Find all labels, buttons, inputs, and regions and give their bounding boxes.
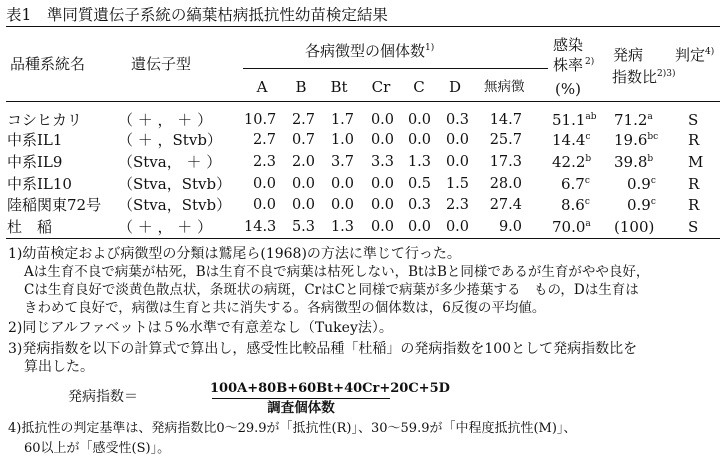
row-a: 2.3 [252, 154, 276, 170]
row-genotype: （ ＋ ， ＋ ） [118, 218, 213, 236]
row-index-sig: b [647, 154, 654, 164]
header-index-1: 発病 [613, 46, 644, 64]
row-variety: 中系IL9 [7, 153, 63, 171]
row-index-value: 0.9 [627, 175, 651, 193]
row-infection-value: 70.0 [552, 218, 586, 236]
row-infection-value: 8.6 [561, 196, 585, 214]
row-genotype: （Stva， ＋ ） [118, 153, 222, 171]
row-infection-value: 42.2 [552, 153, 586, 171]
row-infection [561, 175, 590, 193]
row-infection-value: 14.4 [552, 131, 586, 149]
row-index [627, 175, 656, 193]
header-judge [675, 46, 714, 64]
header-genotype: 遺伝子型 [131, 55, 192, 73]
row-healthy: 14.7 [489, 112, 522, 128]
row-a: 14.3 [244, 219, 277, 235]
row-d: 2.3 [445, 197, 469, 213]
row-cr: 3.3 [370, 154, 394, 170]
formula-fraction-bar [212, 398, 390, 399]
header-type-b: B [295, 78, 307, 96]
row-index-sig: a [647, 112, 653, 122]
row-healthy: 25.7 [489, 132, 522, 148]
row-bt: 0.0 [330, 197, 354, 213]
row-infection [552, 218, 591, 236]
row-genotype: （ ＋ ，Stvb） [118, 131, 222, 149]
row-b: 2.0 [291, 154, 315, 170]
row-c: 0.0 [407, 112, 431, 128]
row-cr: 0.0 [370, 197, 394, 213]
row-d: 0.3 [445, 112, 469, 128]
header-index-note: 2)3) [657, 69, 676, 79]
row-b: 5.3 [291, 219, 315, 235]
row-index-value: (100) [614, 218, 655, 236]
row-infection-sig: c [584, 197, 590, 207]
rule-bottom [6, 238, 720, 239]
row-judge: R [688, 131, 700, 149]
row-index [627, 196, 656, 214]
row-infection [552, 131, 590, 149]
header-infection-1: 感染 [553, 36, 584, 54]
row-judge: S [688, 218, 699, 236]
table-title: 表1 準同質遺伝子系統の縞葉枯病抵抗性幼苗検定結果 [6, 6, 388, 24]
row-index-sig: c [650, 197, 656, 207]
row-cr: 0.0 [370, 132, 394, 148]
header-infection-2-label: 株率 [553, 56, 584, 74]
row-variety: 陸稲関東72号 [7, 196, 102, 214]
rule-top [6, 26, 720, 27]
footnote-1-line-c: きわめて良好で，病徴は生育と共に消失する。各病徴型の個体数は，6反復の平均値。 [24, 300, 546, 316]
row-index-sig: c [650, 176, 656, 186]
row-infection-value: 6.7 [561, 175, 585, 193]
row-bt: 1.0 [330, 132, 354, 148]
row-index [614, 153, 653, 171]
footnote-3: 3)発病指数を以下の計算式で算出し，感受性比較品種「杜稲」の発病指数を100として発病指数比を [8, 341, 638, 357]
row-c: 1.3 [407, 154, 431, 170]
row-judge: R [688, 196, 700, 214]
footnote-3-line-a: 算出した。 [24, 359, 94, 375]
row-variety: 中系IL10 [7, 175, 72, 193]
header-type-c: C [413, 78, 425, 96]
header-counts-note: 1) [425, 43, 435, 53]
rule-header-sub [243, 68, 548, 69]
header-counts-group-label: 各病徴型の個体数 [305, 42, 426, 60]
row-b: 0.7 [291, 132, 315, 148]
row-infection-value: 51.1 [552, 111, 586, 129]
row-bt: 3.7 [330, 154, 354, 170]
footnote-1: 1)幼苗検定および病徴型の分類は鷲尾ら(1968)の方法に準じて行った。 [8, 246, 461, 262]
row-healthy: 17.3 [489, 154, 522, 170]
row-genotype: （Stva，Stvb） [118, 196, 232, 214]
row-c: 0.3 [407, 197, 431, 213]
row-cr: 0.0 [370, 176, 394, 192]
row-healthy: 9.0 [498, 219, 522, 235]
row-variety: コシヒカリ [7, 111, 83, 129]
row-index [614, 218, 654, 236]
header-index-2-label: 指数比 [612, 68, 658, 86]
row-healthy: 28.0 [489, 176, 522, 192]
row-a: 2.7 [252, 132, 276, 148]
footnote-4: 4)抵抗性の判定基準は、発病指数比0～29.9が「抵抗性(R)」、30～59.9が「中程度抵抗性(M)」、 [8, 421, 577, 436]
row-d: 0.0 [445, 132, 469, 148]
row-judge: M [688, 153, 704, 171]
row-index [614, 131, 658, 149]
header-type-d: D [448, 78, 462, 96]
header-infection-note: 2) [585, 57, 595, 67]
header-judge-label: 判定 [675, 46, 706, 64]
header-type-a: A [256, 78, 268, 96]
row-a: 10.7 [244, 112, 277, 128]
footnote-2: 2)同じアルファベットは５%水準で有意差なし（Tukey法）。 [8, 320, 393, 336]
row-healthy: 27.4 [489, 197, 522, 213]
row-variety: 杜 稲 [7, 218, 53, 236]
footnote-1-line-b: Cは生育良好で淡黄色散点状，条斑状の病斑，CrはCと同様で病葉が多少捲葉する もの，Dは生育は [24, 282, 639, 298]
row-index-value: 71.2 [614, 111, 648, 129]
header-index-2 [612, 68, 676, 86]
row-genotype: （ ＋ ， ＋ ） [118, 111, 213, 129]
row-a: 0.0 [252, 176, 276, 192]
formula-numerator: 100A+80B+60Bt+40Cr+20C+5D [210, 381, 450, 396]
row-infection-sig: b [585, 154, 592, 164]
row-infection-sig: a [585, 219, 591, 229]
row-index [614, 111, 653, 129]
row-b: 0.0 [291, 197, 315, 213]
row-cr: 0.0 [370, 112, 394, 128]
row-bt: 1.7 [330, 112, 354, 128]
row-genotype: （Stva，Stvb） [118, 175, 232, 193]
row-d: 0.0 [445, 154, 469, 170]
row-index-value: 19.6 [614, 131, 648, 149]
row-d: 1.5 [445, 176, 469, 192]
header-counts-group [305, 42, 434, 60]
header-infection-2 [553, 56, 594, 74]
row-c: 0.0 [407, 132, 431, 148]
row-infection [561, 196, 590, 214]
row-index-value: 0.9 [627, 196, 651, 214]
row-index-sig: bc [647, 132, 659, 142]
row-b: 2.7 [291, 112, 315, 128]
header-infection-unit: (%) [555, 80, 581, 98]
header-type-bt: Bt [330, 78, 348, 96]
footnote-1-line-a: Aは生育不良で病葉が枯死，Bは生育不良で病葉は枯死しない，BtはBと同様であるが生育がやや良好， [24, 264, 650, 280]
row-d: 0.0 [445, 219, 469, 235]
row-infection-sig: c [585, 132, 591, 142]
row-judge: R [688, 175, 700, 193]
row-c: 0.0 [407, 219, 431, 235]
row-infection-sig: c [584, 176, 590, 186]
row-infection [552, 111, 597, 129]
row-b: 0.0 [291, 176, 315, 192]
row-bt: 1.3 [330, 219, 354, 235]
header-type-cr: Cr [371, 78, 391, 96]
formula-denominator: 調査個体数 [267, 400, 335, 416]
row-infection-sig: ab [585, 112, 597, 122]
formula-label: 発病指数＝ [68, 389, 138, 405]
footnote-4-line-a: 60以上が「感受性(S)」。 [24, 441, 171, 456]
row-c: 0.5 [407, 176, 431, 192]
row-bt: 0.0 [330, 176, 354, 192]
rule-header-bottom [6, 101, 720, 102]
row-index-value: 39.8 [614, 153, 648, 171]
header-type-healthy: 無病徴 [484, 79, 525, 95]
header-variety: 品種系統名 [10, 55, 86, 73]
header-judge-note: 4) [705, 47, 715, 57]
row-judge: S [688, 111, 699, 129]
row-a: 0.0 [252, 197, 276, 213]
row-variety: 中系IL1 [7, 131, 63, 149]
row-cr: 0.0 [370, 219, 394, 235]
row-infection [552, 153, 591, 171]
